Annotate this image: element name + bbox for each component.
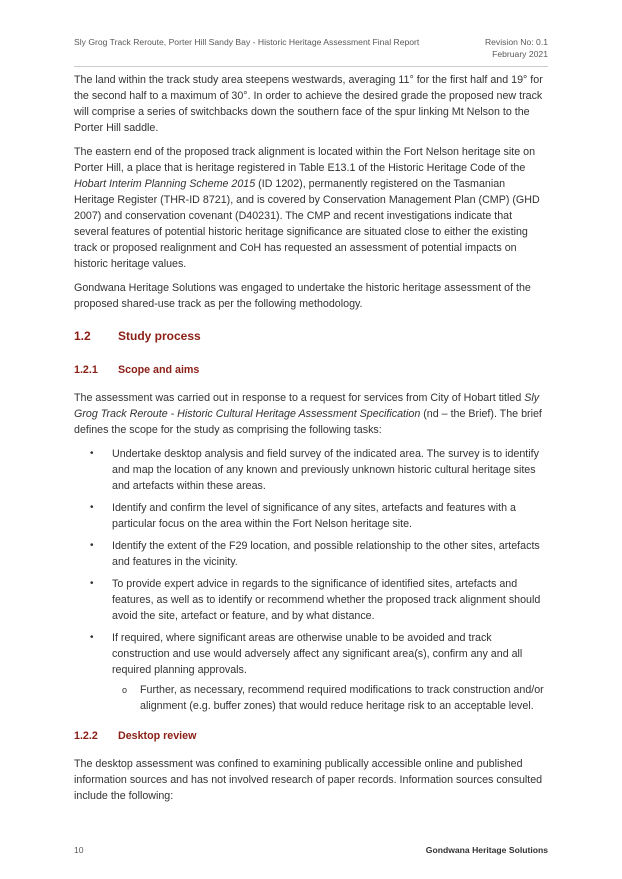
- list-item-text: Undertake desktop analysis and field survey of the indicated area. The survey is to identify and map the location of any known and previously unknown historic cultural heritage sites and artefacts within these areas.: [112, 448, 539, 492]
- paragraph-scope-intro: [74, 390, 548, 438]
- subsection-number: 1.2.2: [74, 730, 98, 742]
- bullet-icon: •: [90, 578, 94, 589]
- task-list: [74, 446, 548, 714]
- subsection-title: Scope and aims: [118, 364, 200, 376]
- scope-intro-part2: (nd – the Brief). The brief defines the scope for the study as comprising the following tasks:: [74, 408, 542, 436]
- circle-bullet-icon: o: [122, 685, 128, 695]
- list-item: [74, 630, 548, 714]
- list-item: [74, 538, 548, 570]
- list-item: [74, 446, 548, 494]
- header-divider: [74, 66, 548, 67]
- list-item: [74, 500, 548, 532]
- paragraph-desktop-review: The desktop assessment was confined to examining publically accessible online and published information sources and has not involved research of paper records. Information sources consulted include the following:: [74, 758, 543, 802]
- paragraph-engagement: Gondwana Heritage Solutions was engaged to undertake the historic heritage assessment of the proposed shared-use track as per the following methodology.: [74, 282, 531, 310]
- list-item-text: Identify the extent of the F29 location, and possible relationship to the other sites, artefacts and features in the vicinity.: [112, 540, 540, 568]
- header-date: February 2021: [492, 49, 548, 59]
- subsection-heading-desktop-review: [74, 728, 548, 744]
- section-number: 1.2: [74, 329, 91, 343]
- list-item-text: To provide expert advice in regards to the significance of identified sites, artefacts and features, as well as to identify or recommend whether the proposed track alignment should avoid the site, artefact or feature, and by what distance.: [112, 578, 541, 622]
- scope-intro-part1: The assessment was carried out in response to a request for services from City of Hobart titled: [74, 392, 525, 404]
- list-item: [74, 576, 548, 624]
- subsection-number: 1.2.1: [74, 364, 98, 376]
- list-item-text: If required, where significant areas are otherwise unable to be avoided and track construction and use would adversely affect any significant area(s), confirm any and all required planning approvals.: [112, 632, 523, 676]
- planning-scheme-title: Hobart Interim Planning Scheme 2015: [74, 178, 256, 190]
- paragraph-heritage-site-part1: The eastern end of the proposed track alignment is located within the Fort Nelson heritage site on Porter Hill, a place that is heritage registered in Table E13.1 of the Historic Heritage Code of the: [74, 146, 536, 174]
- paragraph-heritage-site-part2: (ID 1202), permanently registered on the Tasmanian Heritage Register (THR-ID 8721), and is covered by Conservation Management Plan (CMP) (GHD 2007) and conservation covenant (D40231). The CMP and recent investigations indicate that several features of potential historic heritage significance are situated close to either the existing track or proposed realignment and CoH has requested an assessment of potential impacts on historic heritage values.: [74, 178, 540, 270]
- page-number: 10: [74, 845, 84, 855]
- brief-title: Sly Grog Track Reroute - Historic Cultural Heritage Assessment Specification: [74, 392, 540, 420]
- subsection-title: Desktop review: [118, 730, 197, 742]
- section-title: Study process: [118, 329, 201, 343]
- paragraph-heritage-site: [74, 144, 548, 272]
- bullet-icon: •: [90, 632, 94, 643]
- section-heading-study-process: [74, 328, 548, 344]
- paragraph-terrain: The land within the track study area steepens westwards, averaging 11° for the first half and 19° for the second half to a maximum of 30°. In order to achieve the desired grade the proposed new track will comprise a series of switchbacks down the southern face of the spur linking Mt Nelson to the Porter Hill saddle.: [74, 74, 543, 134]
- page-header: [74, 36, 548, 66]
- sub-task-list: [112, 682, 548, 714]
- sub-list-item: [112, 682, 548, 714]
- list-item-text: Identify and confirm the level of significance of any sites, artefacts and features with a particular focus on the area within the Fort Nelson heritage site.: [112, 502, 516, 530]
- subsection-heading-scope: [74, 362, 548, 378]
- sub-list-item-text: Further, as necessary, recommend required modifications to track construction and/or alignment (e.g. buffer zones) that would reduce heritage risk to an acceptable level.: [140, 684, 544, 712]
- bullet-icon: •: [90, 540, 94, 551]
- header-revision: Revision No: 0.1: [484, 37, 548, 47]
- bullet-icon: •: [90, 502, 94, 513]
- bullet-icon: •: [90, 448, 94, 459]
- footer-company: Gondwana Heritage Solutions: [425, 845, 548, 855]
- page-body: [74, 72, 548, 812]
- header-revision-block: [485, 36, 548, 60]
- header-title: Sly Grog Track Reroute, Porter Hill Sandy Bay - Historic Heritage Assessment Final Report: [74, 37, 420, 47]
